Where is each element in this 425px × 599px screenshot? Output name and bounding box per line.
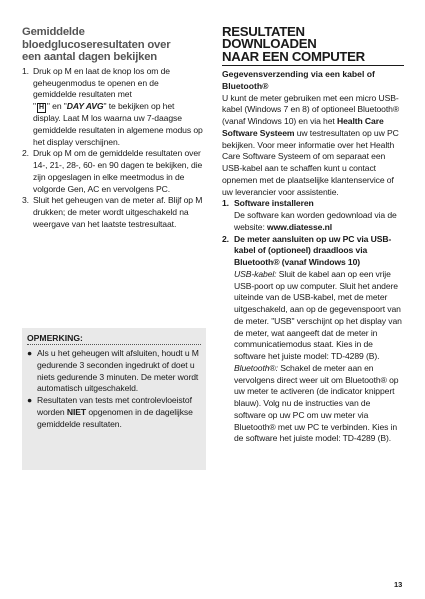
list-item <box>27 395 199 430</box>
bullet-icon: ● <box>27 395 33 405</box>
subheading: Gegevensverzending via een kabel of Bluetooth® <box>222 69 375 91</box>
title-line: een aantal dagen bekijken <box>22 51 158 64</box>
list-item <box>22 66 204 149</box>
note-text: opgenomen in de dagelijkse gemiddelde resultaten. <box>37 406 193 429</box>
note-emphasis: NIET <box>66 406 87 417</box>
title-line: NAAR EEN COMPUTER <box>222 48 365 64</box>
step-text: " te bekijken <box>103 101 149 112</box>
section-title-download <box>222 26 404 63</box>
step-number: 1. <box>22 65 29 76</box>
usb-label: USB-kabel: <box>234 268 277 279</box>
step-title: Software installeren <box>234 198 314 209</box>
step-title: De meter aansluiten op uw PC via USB-kabel of (optioneel) draadloos via Bluetooth® (vanaf Windows 10) <box>234 233 392 268</box>
section-title-averages <box>22 26 204 64</box>
note-text: Als u het geheugen wilt afsluiten, houdt u M gedurende 3 seconden ingedrukt of doet u niets gedurende 3 minuten. De meter wordt automatisch uitgeschakeld. <box>37 348 199 394</box>
step-number: 1. <box>222 198 229 209</box>
step-install-software <box>222 198 404 233</box>
note-box <box>22 328 206 470</box>
intro-text: U kunt de meter gebruiken met een micro USB-kabel (Windows 7 en 8) of optioneel Bluetooth® (vanaf Windows 10) en via het <box>222 92 400 127</box>
averages-steps <box>22 66 204 231</box>
note-text: Resultaten van tests met controlevloeistof worden <box>37 395 192 417</box>
step-text: Druk op M en laat de knop los <box>33 65 145 76</box>
software-name: Health Care Software Systeem <box>222 116 384 138</box>
title-line: bloedglucoseresultaten over <box>22 38 171 51</box>
bullet-icon: ● <box>27 348 33 358</box>
list-item <box>27 348 199 395</box>
step-text: Druk op M om de gemiddelde resultaten over 14-, 21-, 28-, 60- en 90 dagen te bekijken, die zijn opgeslagen in elke meetmodus in de volgorde Gen, AC en vervolgens PC. <box>33 148 203 194</box>
step-connect-meter <box>222 234 404 446</box>
bluetooth-label: Bluetooth®: <box>234 362 278 373</box>
step-text: op het display. Laat M los waarna uw 7-daagse gemiddelde resultaten in algemene modus op het display verschijnen. <box>33 101 203 147</box>
website-link[interactable]: www.diatesse.nl <box>267 221 333 232</box>
step-text: De software kan worden gedownload via de website: <box>234 210 397 232</box>
right-column <box>222 26 404 445</box>
note-heading: OPMERKING: <box>27 333 83 343</box>
day-avg-icon: DAY AVG <box>66 101 104 112</box>
list-item <box>22 195 204 230</box>
step-text: Schakel de meter aan en vervolgens direct weer uit om Bluetooth® op uw meter te activeren (de indicator knippert blauw). Volg nu de instructies van de software op uw PC om uw meter via Bluetooth® met uw PC te verbinden. Kies in de software het juiste model: TD-4289 (B). <box>234 362 399 444</box>
note-list <box>27 348 199 430</box>
title-divider <box>222 65 404 66</box>
step-text: " en " <box>46 101 67 112</box>
left-column <box>22 26 204 231</box>
intro-text: uw testresultaten op uw PC bekijken. Voor meer informatie over het Health Care Software Systeem of om separaat een USB-kabel aan te schaffen kunt u contact opnemen met de plaatselijke klantenservice of uw leverancier voor assistentie. <box>222 127 399 197</box>
step-text: Sluit het geheugen van de meter af. Blijf op M drukken; de meter wordt uitgeschakeld na weergave van het laatste testresultaat. <box>33 195 203 229</box>
step-number: 2. <box>22 148 29 159</box>
page-number: 13 <box>394 580 403 589</box>
step-number: 3. <box>22 195 29 206</box>
note-divider <box>27 344 201 345</box>
memory-h-icon: H <box>38 104 44 112</box>
list-item <box>22 148 204 195</box>
step-text: om de geheugenmodus te openen <box>33 65 170 88</box>
step-text: en de gemiddelde resultaten met <box>33 77 159 100</box>
intro-paragraph <box>222 93 404 199</box>
step-number: 2. <box>222 233 229 244</box>
title-line: DOWNLOADEN <box>222 36 317 52</box>
title-line: RESULTATEN <box>222 24 305 39</box>
quote-mark: " <box>33 101 36 112</box>
step-text: Sluit de kabel aan op een vrije USB-poort op uw computer. Sluit het andere uiteinde van de USB-kabel, met de meter uitgeschakeld, aan op de gegevenspoort van de meter. "USB" verschijnt op het display van de meter, wat aangeeft dat de meter in communicatiemodus staat. Kies in de software het juiste model: TD-4289 (B). <box>234 268 402 362</box>
title-line: Gemiddelde <box>22 26 85 38</box>
